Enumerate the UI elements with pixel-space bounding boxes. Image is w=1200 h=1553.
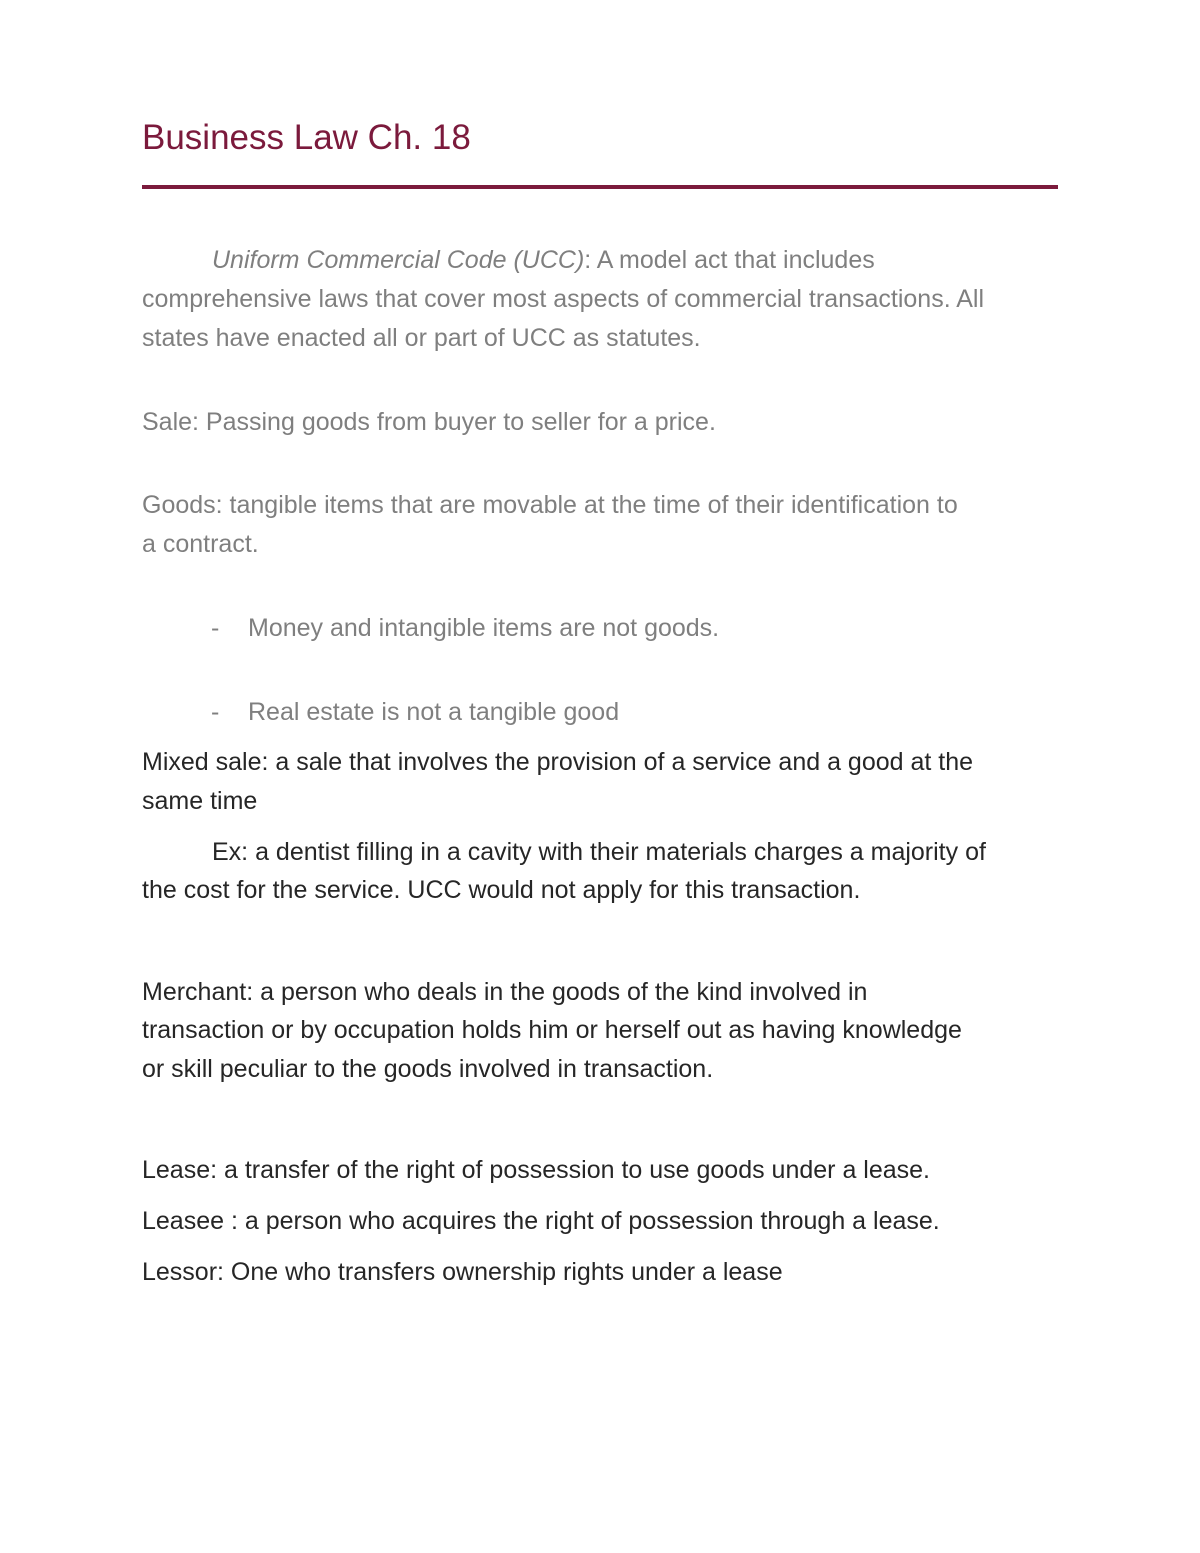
leasee-definition: Leasee : a person who acquires the right of possession through a lease. — [142, 1207, 940, 1235]
sale-definition: Sale: Passing goods from buyer to seller for a price. — [142, 408, 716, 436]
merchant-definition-line-2: transaction or by occupation holds him or herself out as having knowledge — [142, 1016, 962, 1044]
ucc-definition-line-1 — [212, 244, 875, 276]
ucc-term: Uniform Commercial Code (UCC) — [212, 246, 585, 274]
merchant-definition-line-3: or skill peculiar to the goods involved in transaction. — [142, 1055, 714, 1083]
bullet-marker: - — [211, 614, 220, 642]
mixed-sale-example-line-2: the cost for the service. UCC would not apply for this transaction. — [142, 876, 861, 904]
mixed-sale-example-line-1: Ex: a dentist filling in a cavity with their materials charges a majority of — [212, 838, 986, 866]
ucc-definition-start: : A model act that includes — [584, 246, 875, 274]
ucc-definition-line-2: comprehensive laws that cover most aspects of commercial transactions. All — [142, 285, 985, 313]
merchant-definition-line-1: Merchant: a person who deals in the goods of the kind involved in — [142, 978, 868, 1006]
title-underline-rule — [142, 185, 1058, 189]
goods-definition-line-1: Goods: tangible items that are movable at the time of their identification to — [142, 491, 958, 519]
mixed-sale-definition-line-2: same time — [142, 787, 258, 815]
lease-definition: Lease: a transfer of the right of possession to use goods under a lease. — [142, 1156, 931, 1184]
mixed-sale-definition-line-1: Mixed sale: a sale that involves the provision of a service and a good at the — [142, 748, 974, 776]
page-title: Business Law Ch. 18 — [142, 118, 471, 157]
ucc-definition-line-3: states have enacted all or part of UCC as statutes. — [142, 324, 701, 352]
bullet-money-intangible: Money and intangible items are not goods. — [248, 614, 720, 642]
bullet-real-estate: Real estate is not a tangible good — [248, 698, 620, 726]
lessor-definition: Lessor: One who transfers ownership rights under a lease — [142, 1258, 783, 1286]
bullet-marker: - — [211, 698, 220, 726]
goods-definition-line-2: a contract. — [142, 530, 259, 558]
